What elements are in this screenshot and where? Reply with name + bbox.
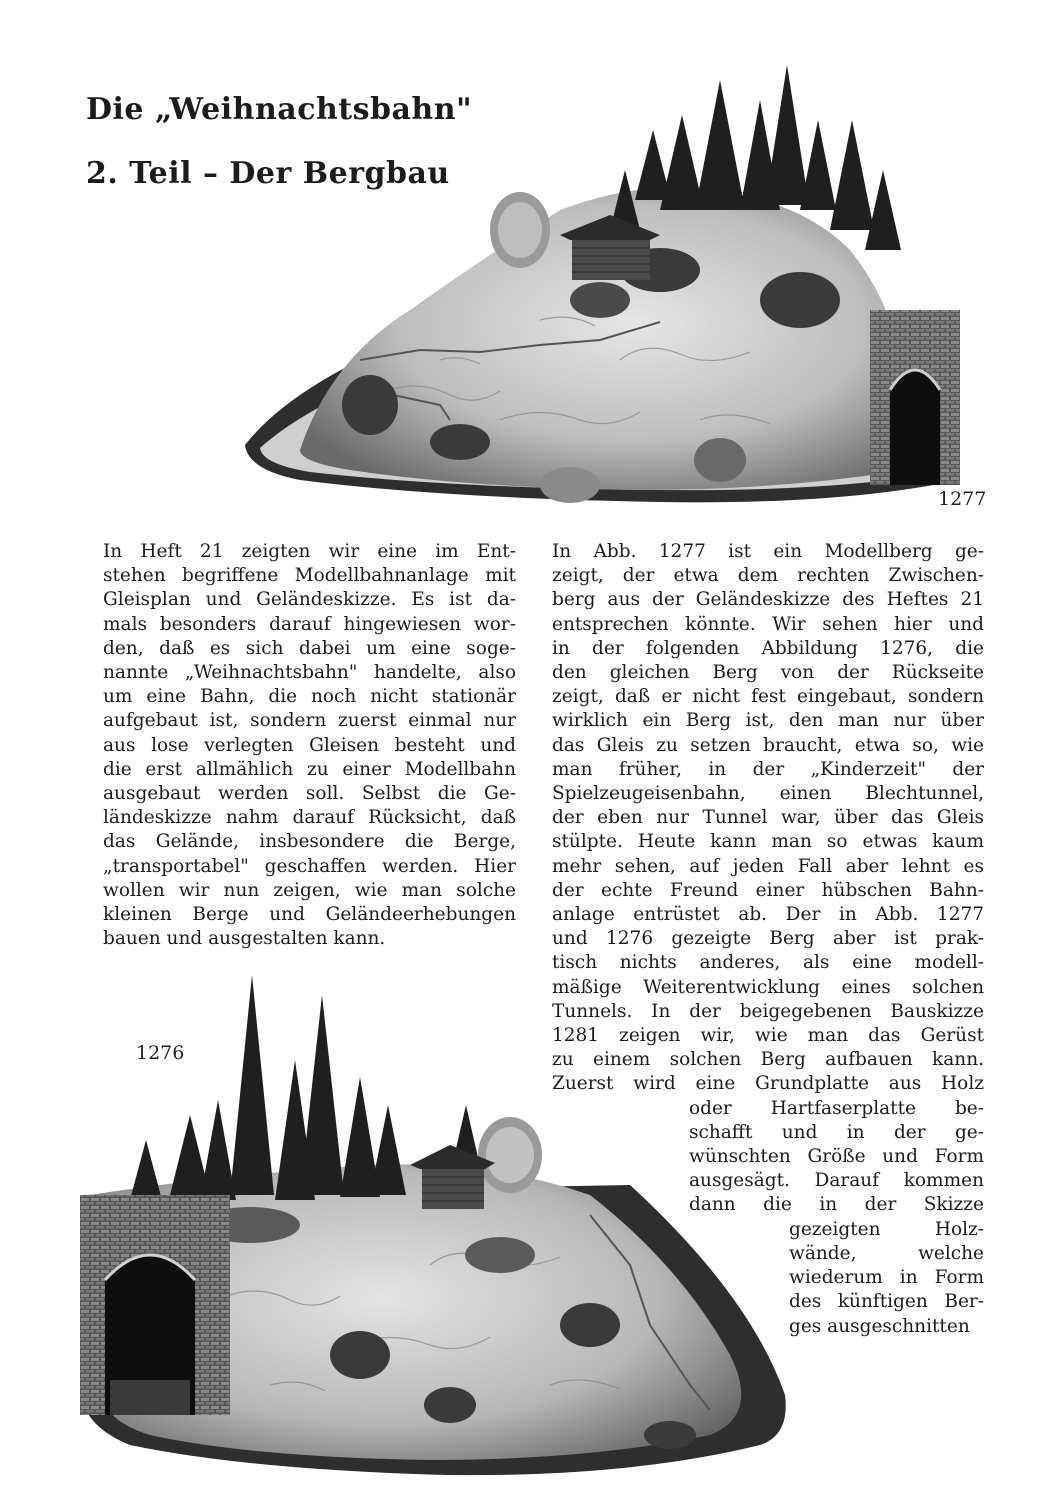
text-line: zeigt, der etwa dem rechten Zwischen- <box>552 565 984 587</box>
text-line: und 1276 gezeigte Berg aber ist prak- <box>552 928 984 950</box>
text-line: mehr sehen, auf jeden Fall aber lehnt es <box>552 855 984 877</box>
article-title: Die „Weihnachtsbahn" <box>86 92 473 127</box>
text-line: aufgebaut ist, sondern zuerst einmal nur <box>103 710 516 732</box>
text-line: mäßige Weiterentwicklung eines solchen <box>552 976 984 998</box>
text-line: ausgesägt. Darauf kommen <box>689 1170 984 1192</box>
text-line: berg aus der Geländeskizze des Heftes 21 <box>552 589 984 611</box>
text-line: wiederum in Form <box>789 1267 984 1289</box>
text-line: kleinen Berge und Geländeerhebungen <box>103 904 516 926</box>
text-line: Gleisplan und Geländeskizze. Es ist da- <box>103 589 516 611</box>
text-line: anlage entrüstet ab. Der in Abb. 1277 <box>552 904 984 926</box>
text-line: Tunnels. In der beigegebenen Bauskizze <box>552 1000 984 1022</box>
text-line: gezeigten Holz- <box>789 1218 984 1240</box>
text-line: wände, welche <box>789 1242 984 1264</box>
text-line: „transportabel" geschaffen werden. Hier <box>103 855 516 877</box>
text-line: die erst allmählich zu einer Modellbahn <box>103 758 516 780</box>
text-line: aus lose verlegten Gleisen besteht und <box>103 734 516 756</box>
mountain-photo-1276 <box>70 965 800 1485</box>
figure-number-1276: 1276 <box>136 1042 185 1064</box>
text-line: Spielzeugeisenbahn, einen Blechtunnel, <box>552 783 984 805</box>
text-line: Zuerst wird eine Grundplatte aus Holz <box>552 1073 984 1095</box>
text-line: um eine Bahn, die noch nicht stationär <box>103 686 516 708</box>
text-line: ges ausgeschnitten <box>789 1315 970 1337</box>
text-line: der echte Freund einer hübschen Bahn- <box>552 879 984 901</box>
article-subtitle: 2. Teil – Der Bergbau <box>86 156 450 191</box>
text-line: tisch nichts anderes, als eine modell- <box>552 952 984 974</box>
text-line: man früher, in der „Kinderzeit" der <box>552 758 984 780</box>
text-line: ausgebaut werden soll. Selbst die Ge- <box>103 783 516 805</box>
text-line: ländeskizze nahm darauf Rücksicht, daß <box>103 807 516 829</box>
left-column-text <box>103 540 516 951</box>
text-line: in der folgenden Abbildung 1276, die <box>552 637 984 659</box>
text-line: mals besonders darauf hingewiesen wor- <box>103 613 516 635</box>
figure-number-1277: 1277 <box>938 488 987 510</box>
mountain-photo-1277 <box>240 60 980 520</box>
text-line: schafft und in der ge- <box>689 1121 984 1143</box>
text-line: das Gelände, insbesondere die Berge, <box>103 831 516 853</box>
text-line: wirklich ein Berg ist, den man nur über <box>552 710 984 732</box>
text-line: zeigt, daß er nicht fest eingebaut, sondern <box>552 686 984 708</box>
text-line: bauen und ausgestalten kann. <box>103 928 386 950</box>
text-line: In Abb. 1277 ist ein Modellberg ge- <box>552 541 984 562</box>
text-line: wünschten Größe und Form <box>689 1146 984 1168</box>
text-line: den, daß es sich dabei um eine soge- <box>103 637 516 659</box>
text-line: entsprechen könnte. Wir sehen hier und <box>552 613 984 635</box>
text-line: nannte „Weihnachtsbahn" handelte, also <box>103 662 516 684</box>
text-line: 1281 zeigen wir, wie man das Gerüst <box>552 1025 984 1047</box>
text-line: wollen wir nun zeigen, wie man solche <box>103 879 516 901</box>
text-line: den gleichen Berg von der Rückseite <box>552 662 984 684</box>
text-line: oder Hartfaserplatte be- <box>689 1097 984 1119</box>
text-line: das Gleis zu setzen braucht, etwa so, wie <box>552 734 984 756</box>
text-line: des künftigen Ber- <box>789 1291 984 1313</box>
text-line: stehen begriffene Modellbahnanlage mit <box>103 565 516 587</box>
text-line: der eben nur Tunnel war, über das Gleis <box>552 807 984 829</box>
text-line: stülpte. Heute kann man so etwas kaum <box>552 831 984 853</box>
text-line: zu einem solchen Berg aufbauen kann. <box>552 1049 984 1071</box>
text-line: In Heft 21 zeigten wir eine im Ent- <box>103 541 516 562</box>
text-line: dann die in der Skizze <box>689 1194 984 1216</box>
